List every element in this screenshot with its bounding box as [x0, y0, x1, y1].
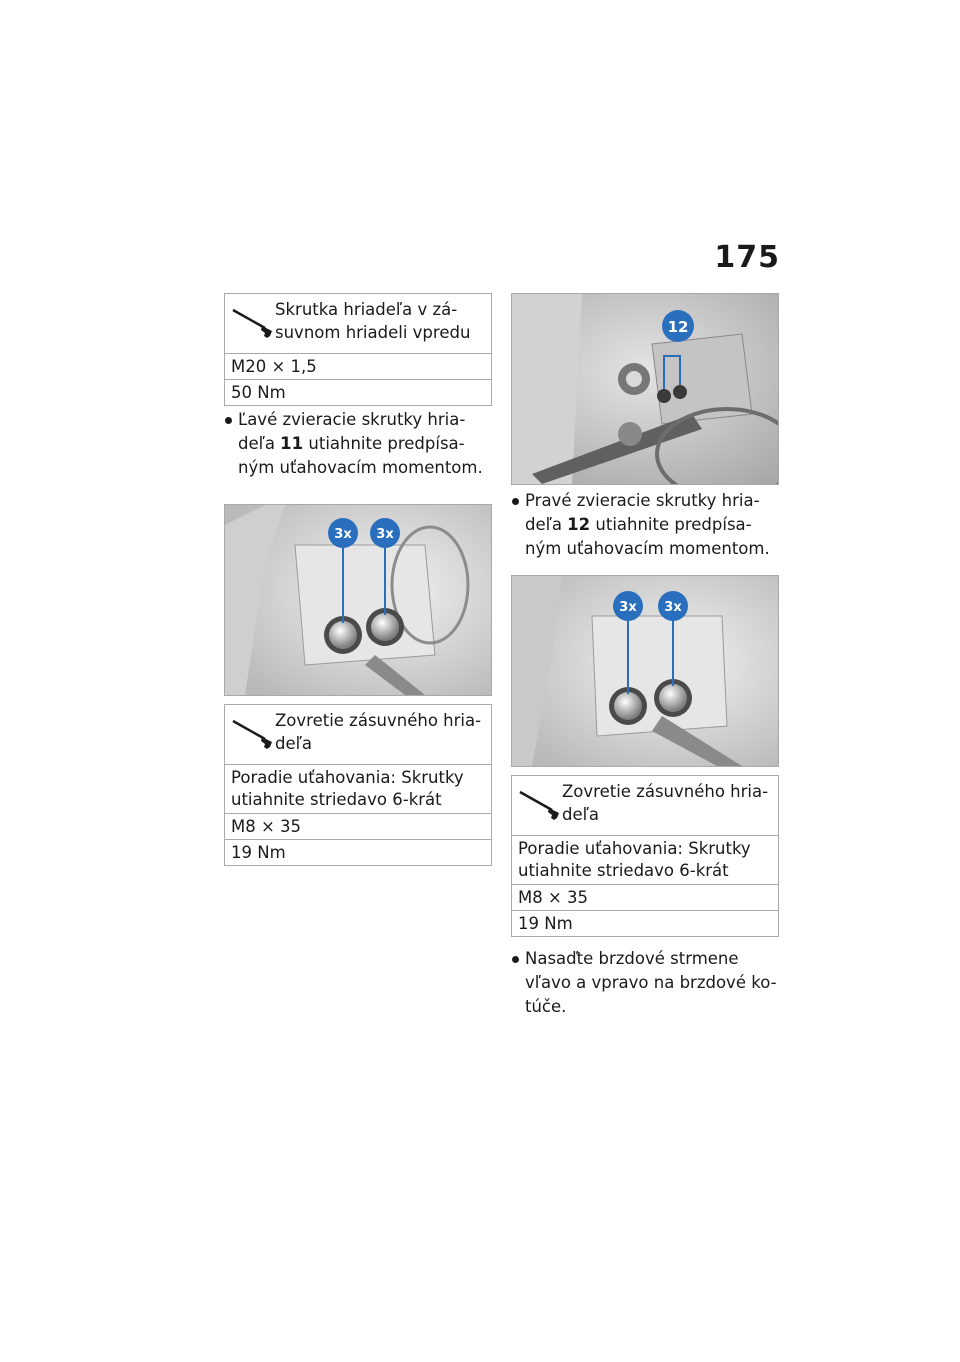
spec-header: [512, 776, 778, 836]
spec-thread: M8 × 35: [225, 814, 491, 840]
spec-tightening-order: Poradie uťahovania: Skrutky utiahnite striedavo 6-krát: [225, 765, 491, 814]
spec-header: [225, 294, 491, 354]
svg-text:3x: 3x: [664, 600, 682, 615]
spec-torque: 19 Nm: [518, 914, 573, 933]
right-clamp-overview-photo: [511, 293, 779, 485]
svg-text:12: 12: [667, 318, 689, 336]
spec-header: [225, 705, 491, 765]
torque-spec-axle-bolt: [224, 293, 492, 406]
spec-title: Zovretie zásuvného hria- deľa: [275, 711, 482, 753]
svg-text:3x: 3x: [376, 527, 394, 542]
wrench-icon: [516, 786, 562, 822]
instruction-brake-calipers: Nasaďte brzdové strmene vľavo a vpravo na brzdové ko- túče.: [511, 947, 779, 1019]
spec-title: Zovretie zásuvného hria- deľa: [562, 782, 769, 824]
instruction-right-clamp: Pravé zvieracie skrutky hria- deľa 12 utiahnite predpísa- ným uťahovacím momentom.: [511, 489, 779, 561]
instruction-left-clamp: Ľavé zvieracie skrutky hria- deľa 11 utiahnite predpísa- ným uťahovacím momentom.: [224, 408, 492, 480]
spec-tightening-order: Poradie uťahovania: Skrutky utiahnite striedavo 6-krát: [512, 836, 778, 885]
spec-torque: 19 Nm: [231, 843, 286, 862]
spec-thread: M8 × 35: [512, 885, 778, 911]
spec-thread: M20 × 1,5: [225, 354, 491, 380]
svg-text:3x: 3x: [619, 600, 637, 615]
left-column: [224, 293, 492, 866]
wrench-icon: [229, 715, 275, 751]
spec-title: Skrutka hriadeľa v zá- suvnom hriadeli vpredu: [275, 300, 471, 342]
torque-spec-clamp: [224, 704, 492, 866]
reference-number: 12: [567, 515, 591, 534]
right-clamp-photo: [511, 575, 779, 767]
page-number: 175: [714, 240, 780, 275]
reference-number: 11: [280, 434, 304, 453]
left-clamp-photo: [224, 504, 492, 696]
torque-spec-clamp-right: [511, 775, 779, 937]
wrench-icon: [229, 304, 275, 340]
right-column: [511, 293, 779, 1019]
spec-torque: 50 Nm: [231, 383, 286, 402]
svg-text:3x: 3x: [334, 527, 352, 542]
